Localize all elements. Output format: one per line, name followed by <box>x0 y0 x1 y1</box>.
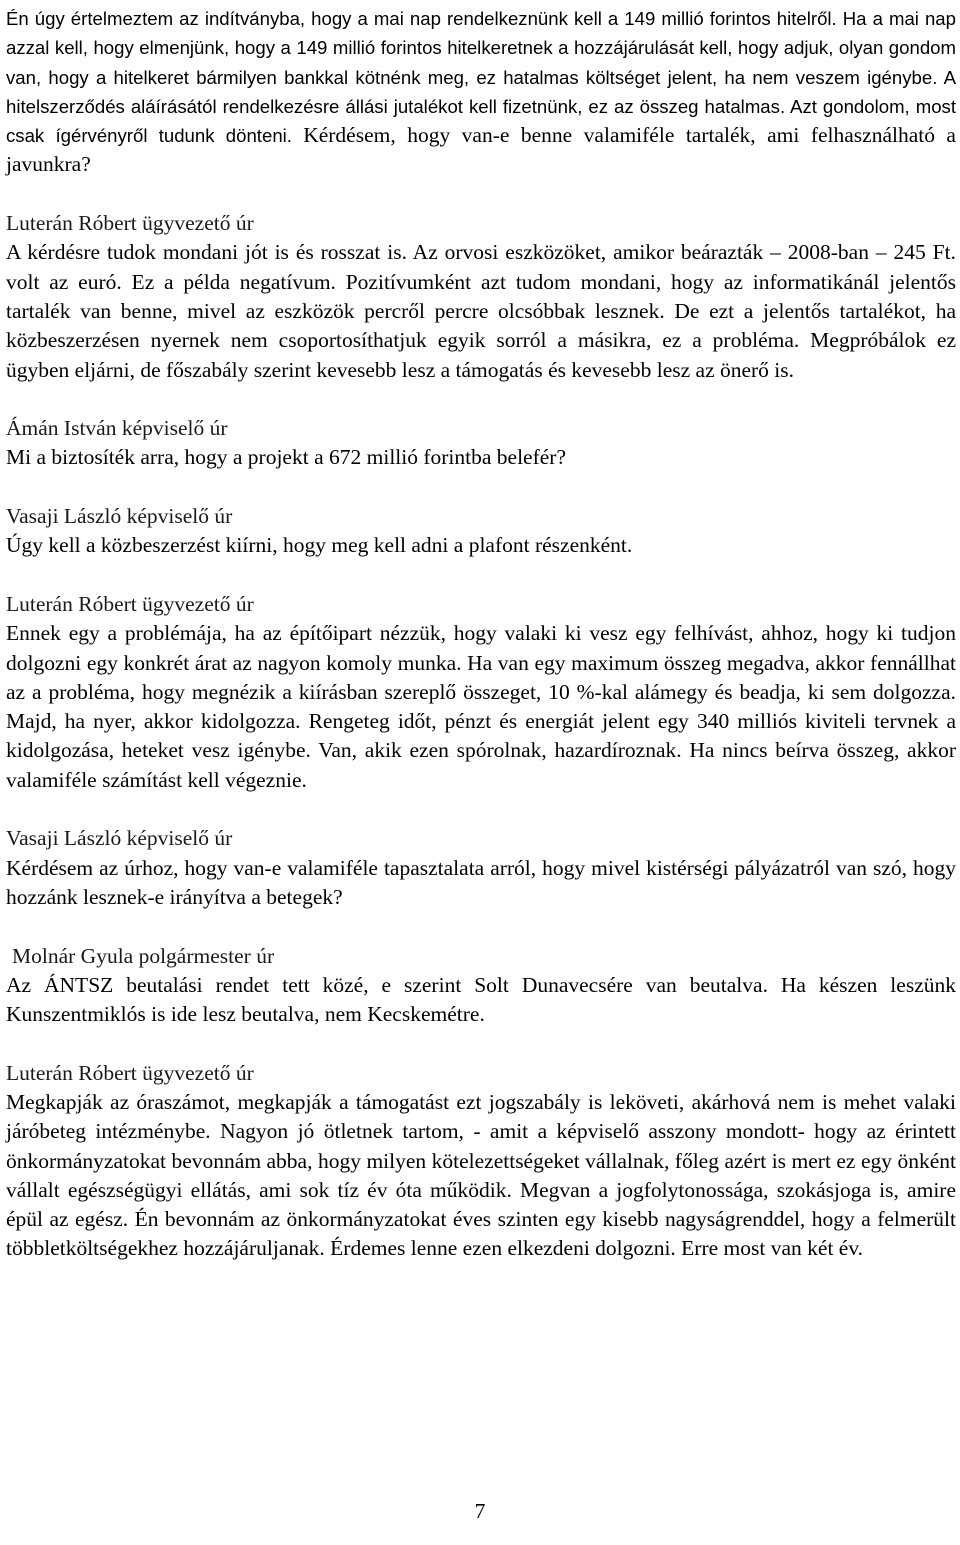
speech-block <box>6 502 956 561</box>
speech-block <box>6 942 956 1030</box>
speech-text: Ennek egy a problémája, ha az építőipart nézzük, hogy valaki ki vesz egy felhívást, ahhoz, hogy ki tudjon dolgozni egy konkrét árat az nagyon komoly munka. Ha van egy maximum összeg megadva, akkor fennállhat az a probléma, hogy megnézik a kiírásban szereplő összeget, 10 %-kal alámegy és beadja, ki sem dolgozza. Majd, ha nyer, akkor kidolgozza. Rengeteg időt, pénzt és energiát jelent egy 340 milliós kiviteli tervnek a kidolgozása, heteket vesz igénybe. Van, akik ezen spórolnak, hazardíroznak. Ha nincs beírva összeg, akkor valamiféle számítást kell végeznie. <box>6 621 956 792</box>
intro-paragraph <box>6 4 956 180</box>
speech-text: Kérdésem az úrhoz, hogy van-e valamiféle tapasztalata arról, hogy mivel kistérségi pályázatról van szó, hogy hozzánk lesznek-e irányítva a betegek? <box>6 855 956 909</box>
page-number: 7 <box>474 1499 486 1523</box>
speech-text: A kérdésre tudok mondani jót is és rosszat is. Az orvosi eszközöket, amikor beárazták – 2008-ban – 245 Ft. volt az euró. Ez a példa negatívum. Pozitívumként azt tudom mondani, hogy az informatikánál jelentős tartalék van benne, mivel az eszközök percről percre olcsóbbak lesznek. De ezt a jelentős tartalékot, ha közbeszerzésen nyernek nem csoportosíthatjuk egyik sorról a másikra, ez a probléma. Megpróbálok ez ügyben eljárni, de főszabály szerint kevesebb lesz a támogatás és kevesebb lesz az önerő is. <box>6 240 956 382</box>
speech-block <box>6 209 956 385</box>
intro-text: Én úgy értelmeztem az indítványba, hogy a mai nap rendelkeznünk kell a 149 millió forintos hitelről. Ha a mai nap azzal kell, hogy elmenjünk, hogy a 149 millió forintos hitelkeretnek a hozzájárulását kell, hogy adjuk, olyan gondom van, hogy a hitelkeret bármilyen bankkal kötnénk meg, ez hatalmas költséget jelent, ha nem veszem igénybe. A hitelszerződés aláírásától rendelkezésre állási jutalékot kell fizetnünk, ez az összeg hatalmas. Azt gondolom, most csak ígérvényről tudunk dönteni. <box>6 8 956 147</box>
speaker-name: Vasaji László képviselő úr <box>6 504 233 529</box>
speaker-name: Luterán Róbert ügyvezető úr <box>6 1060 254 1085</box>
speech-text: Az ÁNTSZ beutalási rendet tett közé, e szerint Solt Dunavecsére van beutalva. Ha készen leszünk Kunszentmiklós is ide lesz beutalva, nem Kecskemétre. <box>6 972 956 1027</box>
speaker-name: Luterán Róbert ügyvezető úr <box>6 591 254 616</box>
speaker-name: Vasaji László képviselő úr <box>6 826 233 851</box>
intro-question: Kérdésem, hogy van-e benne valamiféle tartalék, ami felhasználható a javunkra? <box>6 123 956 177</box>
speech-block <box>6 824 956 912</box>
speaker-name: Ámán István képviselő úr <box>6 416 228 441</box>
speech-text: Úgy kell a közbeszerzést kiírni, hogy meg kell adni a plafont részenként. <box>6 533 633 558</box>
document-page <box>6 4 956 1264</box>
speech-block <box>6 414 956 473</box>
speech-text: Mi a biztosíték arra, hogy a projekt a 672 millió forintba belefér? <box>6 445 567 470</box>
speech-text: Megkapják az óraszámot, megkapják a támogatást ezt jogszabály is leköveti, akárhová nem is mehet valaki járóbeteg intézménybe. Nagyon jó ötletnek tartom, - amit a képviselő asszony mondott- hogy az érintett önkormányzatokat bevonnám abba, hogy milyen kötelezettségeket vállalnak, főleg azért is mert ez egy önként vállalt egészségügyi ellátás, ami sok tíz év óta működik. Megvan a jogfolytonossága, szokásjoga is, amire épül az egész. Én bevonnám az önkormányzatokat éves szinten egy kisebb nagyságrenddel, hogy a felmerült többletköltségekhez hozzájáruljanak. Érdemes lenne ezen elkezdeni dolgozni. Erre most van két év. <box>6 1089 956 1261</box>
speaker-name: Luterán Róbert ügyvezető úr <box>6 211 254 236</box>
speech-block <box>6 590 956 795</box>
speech-block <box>6 1059 956 1264</box>
speaker-name: Molnár Gyula polgármester úr <box>12 943 275 968</box>
